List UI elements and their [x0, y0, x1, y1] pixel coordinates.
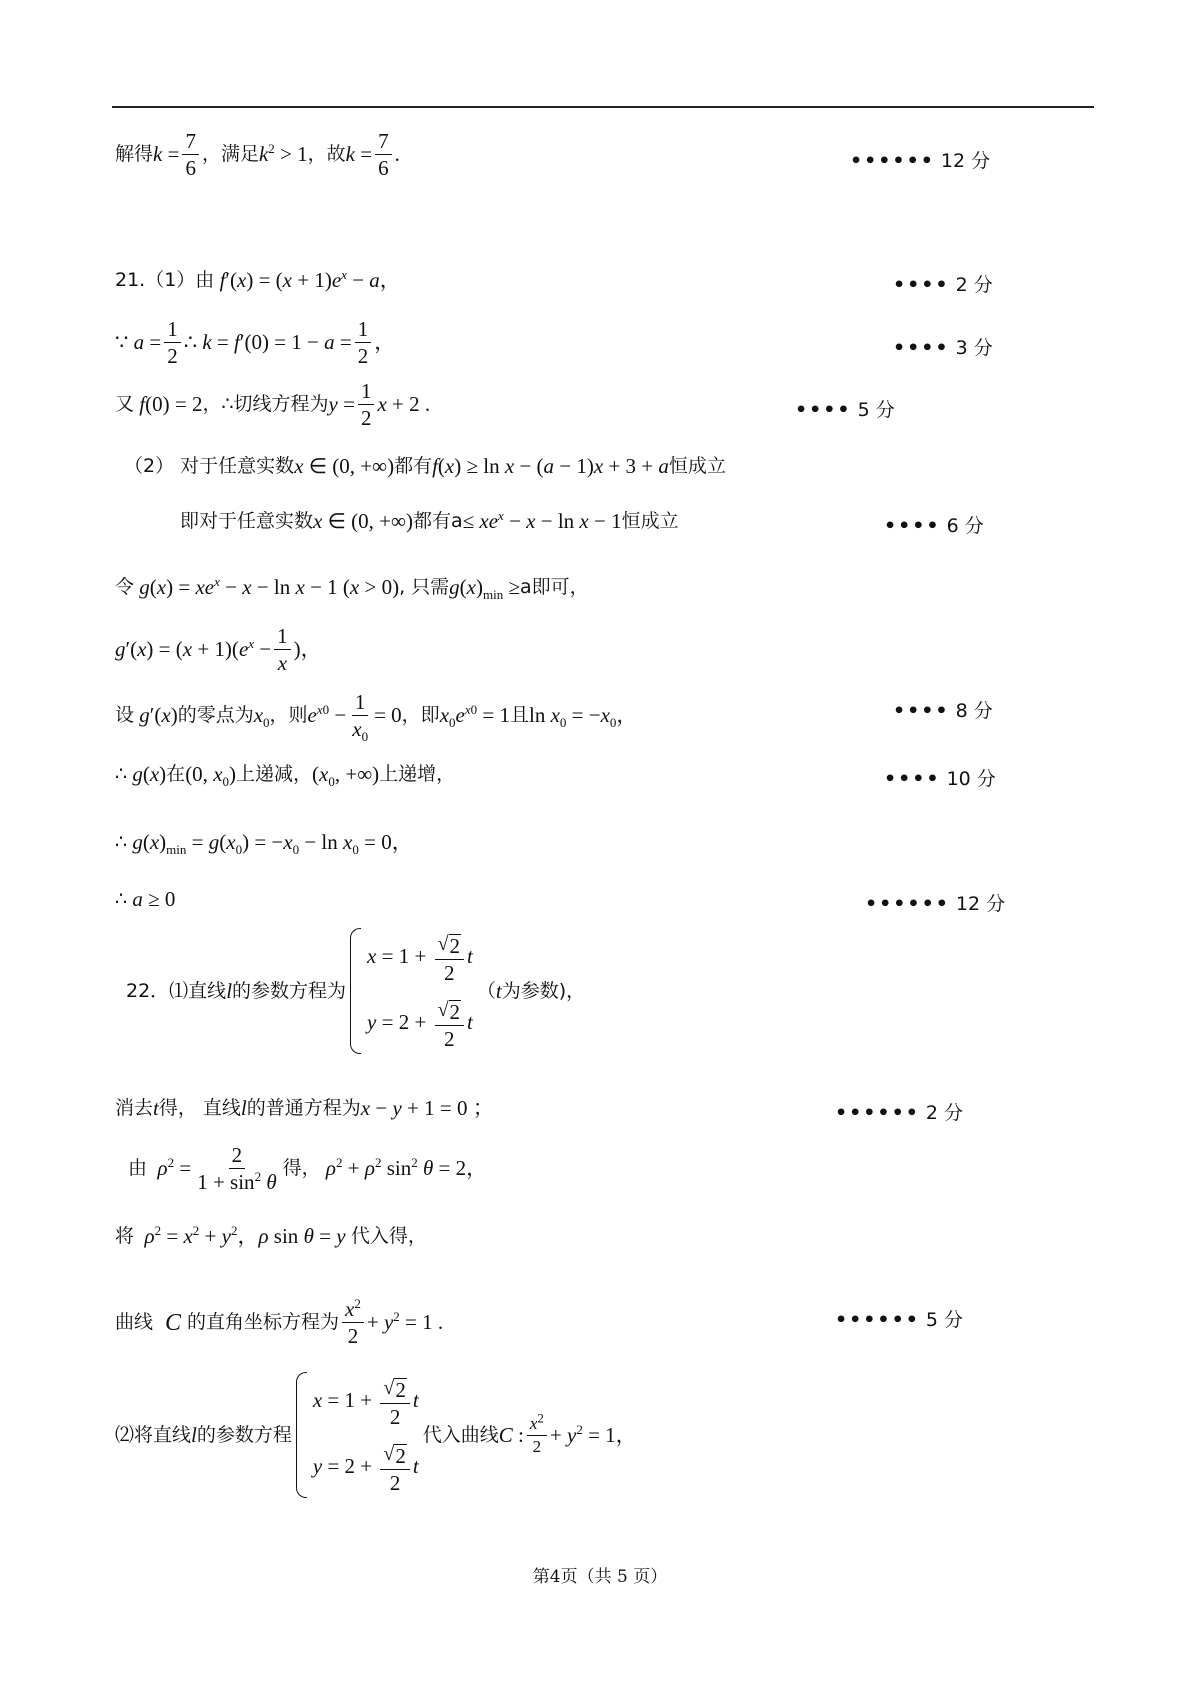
score-marker: •••••• 2 分 [835, 1102, 964, 1124]
q21-line2: ∵ a = $\frac{1}{2}$ ∴ k = f′(0) = 1 − a = $\frac{1}{2}$ ， [115, 317, 396, 369]
q22-line2: 消去 t 得， 直线 l 的普通方程为 x − y + 1 = 0 ； [115, 1096, 494, 1120]
score-marker: •••••• 12 分 [865, 893, 1006, 915]
q21-line9: ∴ g(x) 在 (0, $x_0$) 上递减， ($x_0$, +∞) 上递增， [115, 762, 456, 790]
q22-line5: 曲线 C 的直角坐标方程为 $\frac{x^2}{2}$ + $y^2 = 1$ . [115, 1296, 444, 1349]
header-rule [112, 106, 1094, 108]
score-marker: •••• 8 分 [893, 700, 993, 722]
q22-line6: ⑵将直线 l 的参数方程 x = 1 + √ 2 2 t y = 2 + √ 2 2 t 代入曲线 C : $\frac{x^2}{2}$ + $y^2 = 1$， [115, 1372, 637, 1498]
q22-line3: 由 $\rho^2$ = $\frac{2}{1 + \sin^2 \theta}$ 得， $\rho^2 + \rho^2$ $\sin^2 \theta = 2$， [128, 1143, 488, 1195]
q21-line6: 令 $g(x) = xe^x - x - \ln x - 1$ (x > 0) , 只需 $g(x)_{min}$ ≥ a即可， [115, 574, 589, 603]
q22-line4: 将 $\rho^2 = x^2 + y^2$，ρ sin θ = y 代入得， [115, 1223, 427, 1248]
q21-line1: 21.（1）由 $f'(x) = (x + 1)e^x - a$， [115, 267, 401, 292]
score-marker: •••• 10 分 [884, 768, 996, 790]
q21-line10: ∴ $g(x)_{min} = g(x_0) = -x_0 - \ln x_0 = 0$， [115, 830, 413, 858]
page-footer: 第4页（共 5 页） [532, 1567, 668, 1587]
score-marker: •••• 6 分 [884, 515, 984, 537]
q22-line1: 22．⑴直线 l 的参数方程为 x = 1 + √ 2 2 t y = 2 + √ 2 2 t （ t 为参数)， [126, 928, 585, 1054]
q21-line4: （2） 对于任意实数 x ∈ (0, +∞) 都有 f(x) ≥ ln x − (a − 1)x + 3 + a 恒成立 [124, 454, 726, 478]
param-system-2: x = 1 + √ 2 2 t y = 2 + √ 2 2 t [296, 1372, 419, 1498]
prev-conclusion: 解得 k = $\frac{7}{6}$ ，满足 $k^2 > 1$ ，故 k = $\frac{7}{6}$ . [115, 129, 400, 181]
q21-line5: 即对于任意实数 x ∈ (0, +∞) 都有a ≤ $xe^x - x - \ln x - 1$ 恒成立 [180, 508, 679, 533]
score-marker: •••• 5 分 [795, 399, 895, 421]
score-marker: •••••• 12 分 [850, 150, 991, 172]
param-system: x = 1 + √ 2 2 t y = 2 + √ 2 2 t [350, 928, 473, 1054]
q21-line11: ∴ a ≥ 0 [115, 887, 176, 911]
score-marker: •••••• 5 分 [835, 1309, 964, 1331]
q21-line8: 设 g′(x) 的零点为 $x_0$ ，则 $e^{x0}$ − $\frac{1}{x_0}$ = 0 ，即 $x_0e^{x0} = 1$ 且 $\ln x_0 = -x_0$， [115, 690, 638, 745]
q21-line3: 又 f(0) = 2 ，∴切线方程为 y = $\frac{1}{2}$ x + 2 . [115, 379, 431, 431]
score-marker: •••• 3 分 [893, 337, 993, 359]
score-marker: •••• 2 分 [893, 274, 993, 296]
q21-line7: $g'(x) = (x + 1)(e^x$ − $\frac{1}{x}$ )， [115, 624, 322, 676]
